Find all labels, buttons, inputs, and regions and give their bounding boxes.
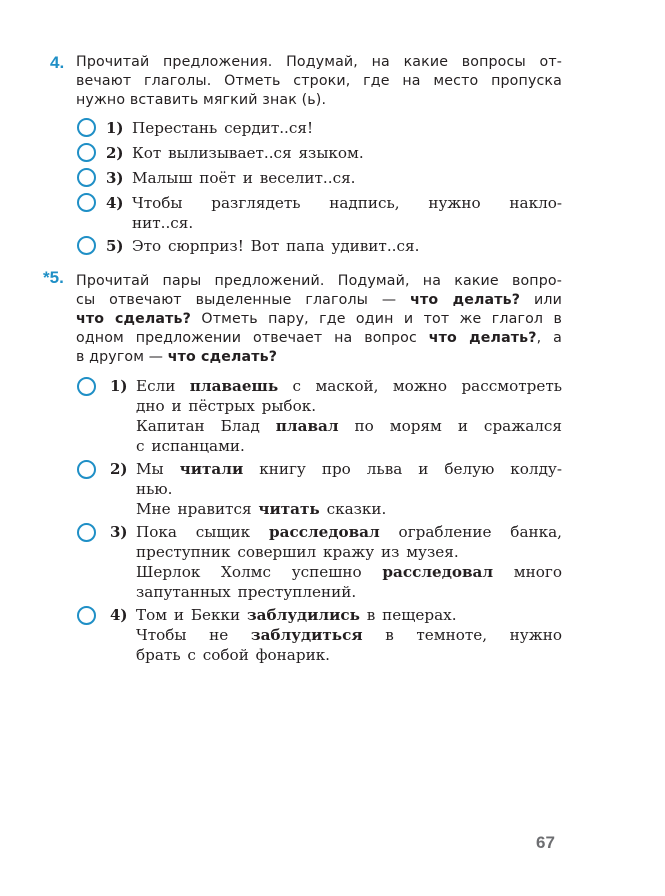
option-number: 4) xyxy=(106,194,124,212)
option-line xyxy=(136,605,562,625)
text-segment: Мне нравится xyxy=(136,500,259,518)
text-segment: дно и пёстрых рыбок. xyxy=(136,397,317,415)
option-line xyxy=(136,416,562,436)
option-line: Перестань сердит..ся! xyxy=(132,119,314,137)
option-number: 3) xyxy=(110,523,128,541)
highlighted-verb: читали xyxy=(179,460,244,478)
text-segment: Мы xyxy=(136,460,180,478)
highlighted-verb: плавал xyxy=(275,417,339,435)
instr-question: что сделать? xyxy=(76,311,192,327)
instr-question: что делать? xyxy=(410,292,521,308)
highlighted-verb: заблудились xyxy=(246,606,360,624)
pair-radio-2[interactable] xyxy=(77,460,96,479)
option-text xyxy=(136,459,562,519)
option-number: 5) xyxy=(106,237,124,255)
text-segment: брать с собой фонарик. xyxy=(136,646,331,664)
option-text xyxy=(136,376,562,456)
option-text xyxy=(132,236,562,256)
task-5-instruction-line xyxy=(76,291,562,310)
instr-part: Отметь пару, где один и тот же глагол в xyxy=(191,311,562,327)
highlighted-verb: расследовал xyxy=(382,563,494,581)
text-segment: Чтобы не xyxy=(136,626,251,644)
task-5-instruction-line xyxy=(76,329,562,348)
instr-question: что сделать? xyxy=(167,349,278,365)
instr-part: в другом — xyxy=(76,349,168,365)
instr-part: сы отвечают выделенные глаголы — xyxy=(76,292,411,308)
task-4-number: 4. xyxy=(50,53,65,72)
option-line xyxy=(136,376,562,396)
task-4-instruction-line: вечают глаголы. Отметь строки, где на место пропуска xyxy=(76,73,562,89)
option-line xyxy=(136,582,562,602)
text-segment: сказки. xyxy=(319,500,387,518)
page-number: 67 xyxy=(536,833,555,852)
text-segment: Пока сыщик xyxy=(136,523,269,541)
text-segment: по морям и сражался xyxy=(338,417,562,435)
highlighted-verb: заблудиться xyxy=(250,626,363,644)
option-text xyxy=(136,605,562,665)
option-line: Кот вылизывает..ся языком. xyxy=(132,144,364,162)
option-number: 2) xyxy=(106,144,124,162)
text-segment: нью. xyxy=(136,480,173,498)
option-text xyxy=(136,522,562,602)
instr-part: одном предложении отвечает на вопрос xyxy=(76,330,429,346)
task-4-instruction xyxy=(76,53,562,110)
text-segment: много xyxy=(493,563,562,581)
option-text xyxy=(132,118,562,138)
option-line xyxy=(136,522,562,542)
option-text xyxy=(132,168,562,188)
option-number: 4) xyxy=(110,606,128,624)
text-segment: книгу про льва и белую колду- xyxy=(243,460,563,478)
text-segment: с маской, можно рассмотреть xyxy=(278,377,562,395)
answer-radio-2[interactable] xyxy=(77,143,96,162)
option-line: Это сюрприз! Вот папа удивит..ся. xyxy=(132,237,420,255)
pair-radio-4[interactable] xyxy=(77,606,96,625)
text-segment: с испанцами. xyxy=(136,437,245,455)
text-segment: ограбление банка, xyxy=(379,523,562,541)
answer-radio-1[interactable] xyxy=(77,118,96,137)
option-line xyxy=(136,396,562,416)
option-number: 1) xyxy=(110,377,128,395)
task-4-instruction-line: нужно вставить мягкий знак (ь). xyxy=(76,92,327,108)
option-line xyxy=(136,436,562,456)
option-line: нит..ся. xyxy=(132,214,194,232)
text-segment: Шерлок Холмс успешно xyxy=(136,563,383,581)
task-5-instruction-line xyxy=(76,348,562,367)
instr-question: что делать? xyxy=(428,330,537,346)
option-text xyxy=(132,143,562,163)
text-segment: преступник совершил кражу из музея. xyxy=(136,543,459,561)
text-segment: запутанных преступлений. xyxy=(136,583,357,601)
text-segment: Том и Бекки xyxy=(136,606,247,624)
option-number: 1) xyxy=(106,119,124,137)
option-line xyxy=(136,542,562,562)
text-segment: Капитан Блад xyxy=(136,417,276,435)
option-line xyxy=(136,459,562,479)
text-segment: в пещерах. xyxy=(359,606,457,624)
task-5-instruction-line xyxy=(76,272,562,291)
task-5-instruction-line xyxy=(76,310,562,329)
answer-radio-4[interactable] xyxy=(77,193,96,212)
option-number: 3) xyxy=(106,169,124,187)
option-line xyxy=(136,625,562,645)
option-line xyxy=(136,479,562,499)
highlighted-verb: читать xyxy=(258,500,320,518)
pair-radio-3[interactable] xyxy=(77,523,96,542)
option-line xyxy=(136,499,562,519)
task-5-instruction xyxy=(76,272,562,367)
pair-radio-1[interactable] xyxy=(77,377,96,396)
option-line: Чтобы разглядеть надпись, нужно накло- xyxy=(132,194,562,212)
task-4-instruction-line: Прочитай предложения. Подумай, на какие вопросы от- xyxy=(76,54,562,70)
option-line xyxy=(136,645,562,665)
option-line: Малыш поёт и веселит..ся. xyxy=(132,169,356,187)
answer-radio-3[interactable] xyxy=(77,168,96,187)
instr-part: , а xyxy=(536,330,562,346)
text-segment: Если xyxy=(136,377,190,395)
task-5-number: *5. xyxy=(43,268,64,287)
instr-part: Прочитай пары предложений. Подумай, на какие вопро- xyxy=(76,273,562,289)
text-segment: в темноте, нужно xyxy=(362,626,562,644)
option-line xyxy=(136,562,562,582)
highlighted-verb: плаваешь xyxy=(189,377,279,395)
option-number: 2) xyxy=(110,460,128,478)
instr-part: или xyxy=(520,292,562,308)
option-text xyxy=(132,193,562,233)
answer-radio-5[interactable] xyxy=(77,236,96,255)
highlighted-verb: расследовал xyxy=(269,523,380,541)
